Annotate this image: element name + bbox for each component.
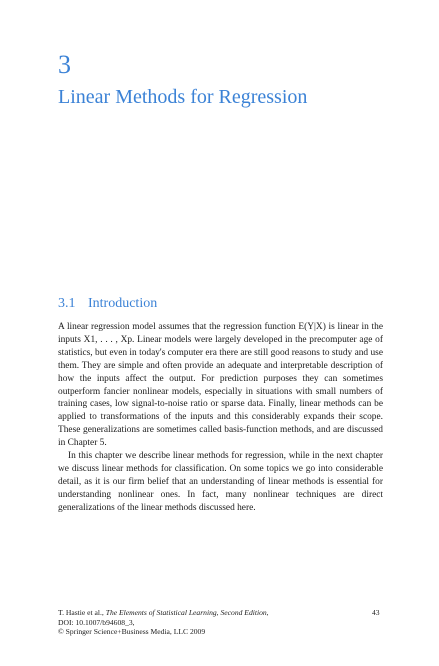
- section-number: 3.1: [58, 296, 76, 311]
- chapter-number: 3: [58, 50, 71, 79]
- paragraph: A linear regression model assumes that the regression function E(Y|X) is linear in the inputs X1, . . . , Xp. Linear models were largely developed in the precomputer age of statistics, but even in today's computer era there are still good reasons to study and use them. They are simple and often provide an adequate and interpretable description of how the inputs affect the output. For prediction purposes they can sometimes outperform fancier nonlinear models, especially in situations with small numbers of training cases, low signal-to-noise ratio or sparse data. Finally, linear methods can be applied to transformations of the inputs and this considerably expands their scope. These generalizations are sometimes called basis-function methods, and are discussed in Chapter 5.: [58, 322, 383, 449]
- chapter-title: Linear Methods for Regression: [58, 86, 308, 108]
- paragraph: In this chapter we describe linear methods for regression, while in the next chapter we discuss linear methods for classification. On some topics we go into considerable detail, as it is our firm belief that an understanding of linear methods is essential for understanding nonlinear ones. In fact, many nonlinear techniques are direct generalizations of the linear methods discussed here.: [58, 451, 383, 513]
- body-text: [58, 321, 383, 515]
- section-title: Introduction: [88, 296, 158, 311]
- footer-copyright: © Springer Science+Business Media, LLC 2009: [58, 627, 206, 637]
- footer-book-title: The Elements of Statistical Learning, Second Edition,: [105, 608, 269, 617]
- footer-citation-line: [58, 608, 383, 618]
- footer-citation: [58, 608, 383, 637]
- section-heading: [58, 295, 157, 313]
- footer-doi: DOI: 10.1007/b94608_3,: [58, 617, 135, 627]
- footer-authors: T. Hastie et al.,: [58, 608, 106, 617]
- page-number: 43: [372, 608, 380, 617]
